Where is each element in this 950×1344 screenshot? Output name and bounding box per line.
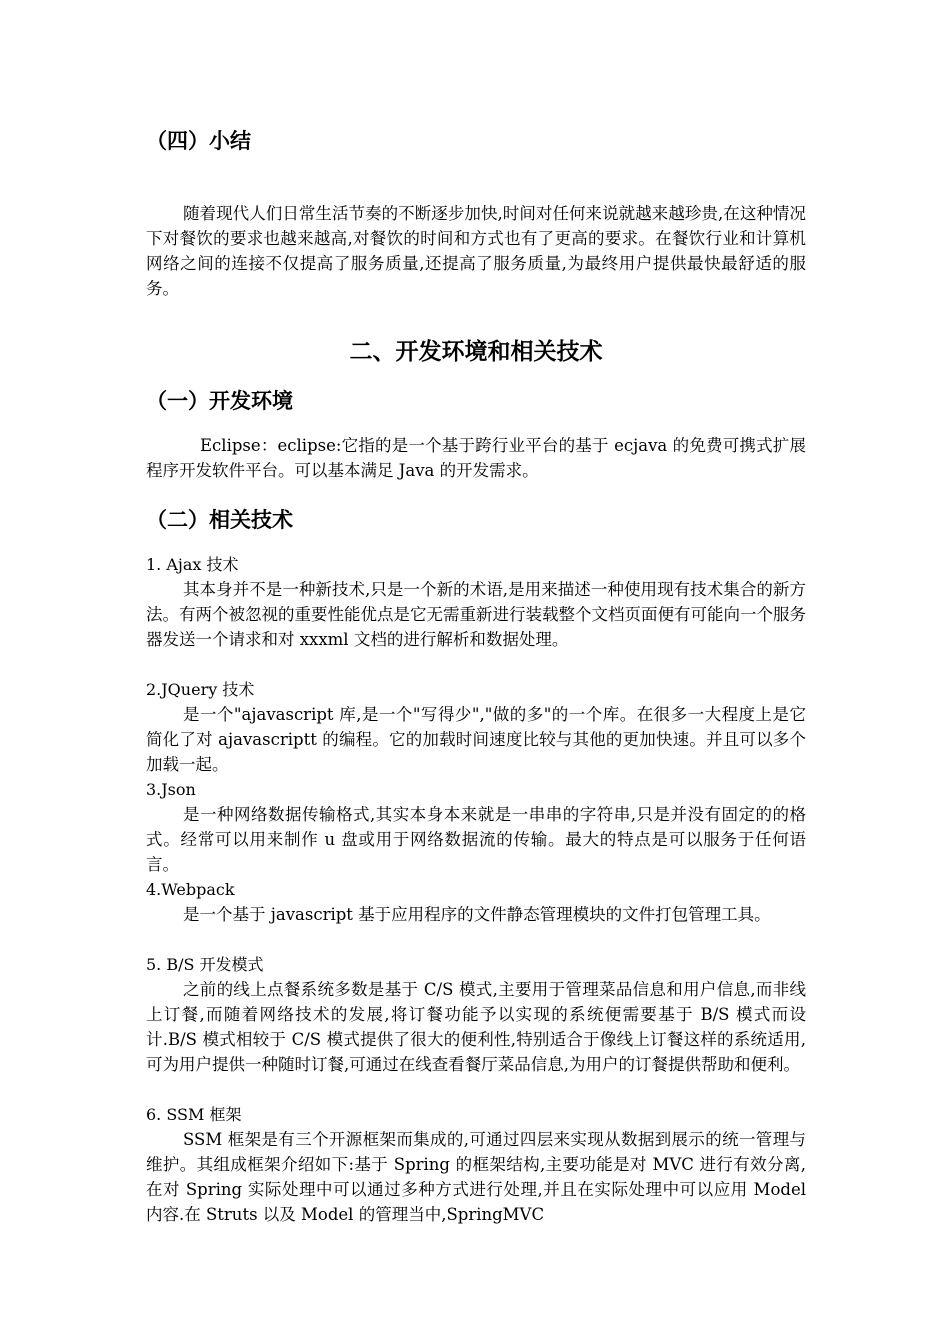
tech-item-title-webpack: 4.Webpack: [146, 880, 235, 899]
dev-env-heading: （一）开发环境: [146, 389, 293, 413]
tech-item-body-jquery: 是一个"ajavascript 库,是一个"写得少","做的多"的一个库。在很多一大程度上是它简化了对 ajavascriptt 的编程。它的加载时间速度比较与其他的更加快速。并且可以多个加载一起。: [146, 705, 806, 774]
dev-env-paragraph: Eclipse：eclipse:它指的是一个基于跨行业平台的基于 ecjava 的免费可携式扩展程序开发软件平台。可以基本满足 Java 的开发需求。: [146, 436, 806, 480]
tech-item-title-bs-mode: 5. B/S 开发模式: [146, 955, 264, 974]
tech-item-title-ajax: 1. Ajax 技术: [146, 555, 239, 574]
tech-item-body-json: 是一种网络数据传输格式,其实本身本来就是一串串的字符串,只是并没有固定的的格式。经常可以用来制作 u 盘或用于网络数据流的传输。最大的特点是可以服务于任何语言。: [146, 805, 806, 874]
tech-item-title-jquery: 2.JQuery 技术: [146, 680, 255, 699]
tech-item-body-bs-mode: 之前的线上点餐系统多数是基于 C/S 模式,主要用于管理菜品信息和用户信息,而非线上订餐,而随着网络技术的发展,将订餐功能予以实现的系统便需要基于 B/S 模式而设计.B/S 模式相较于 C/S 模式提供了很大的便利性,特别适合于像线上订餐这样的系统适用,可为用户提供一种随时订餐,可通过在线查看餐厅菜品信息,为用户的订餐提供帮助和便利。: [146, 980, 806, 1074]
tech-item-title-json: 3.Json: [146, 780, 196, 799]
summary-heading: （四）小结: [146, 129, 251, 153]
chapter-title: 二、开发环境和相关技术: [349, 339, 603, 365]
summary-paragraph: 随着现代人们日常生活节奏的不断逐步加快,时间对任何来说就越来越珍贵,在这种情况下对餐饮的要求也越来越高,对餐饮的时间和方式也有了更高的要求。在餐饮行业和计算机网络之间的连接不仅提高了服务质量,还提高了服务质量,为最终用户提供最快最舒适的服务。: [146, 204, 806, 298]
tech-heading: （二）相关技术: [146, 508, 293, 532]
tech-item-title-ssm: 6. SSM 框架: [146, 1105, 242, 1124]
tech-item-body-ajax: 其本身并不是一种新技术,只是一个新的术语,是用来描述一种使用现有技术集合的新方法。有两个被忽视的重要性能优点是它无需重新进行装载整个文档页面便有可能向一个服务器发送一个请求和对 xxxml 文档的进行解析和数据处理。: [146, 580, 806, 649]
tech-item-body-ssm: SSM 框架是有三个开源框架而集成的,可通过四层来实现从数据到展示的统一管理与维护。其组成框架介绍如下:基于 Spring 的框架结构,主要功能是对 MVC 进行有效分离,在对 Spring 实际处理中可以通过多种方式进行处理,并且在实际处理中可以应用 Model 内容.在 Struts 以及 Model 的管理当中,SpringMVC: [146, 1130, 806, 1224]
tech-item-body-webpack: 是一个基于 javascript 基于应用程序的文件静态管理模块的文件打包管理工具。: [183, 905, 771, 924]
